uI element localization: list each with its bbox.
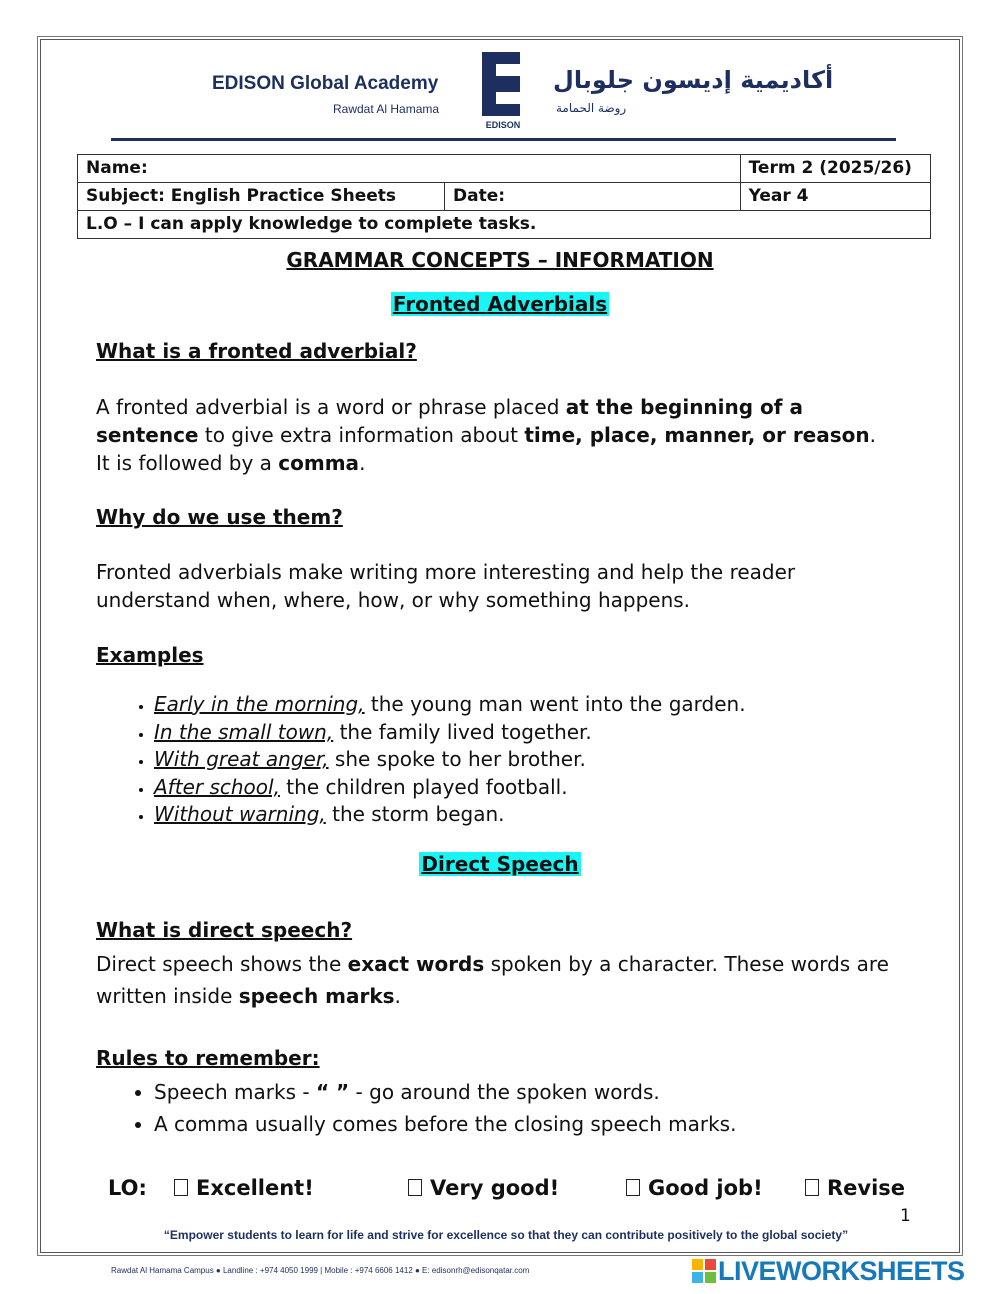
list-item: • With great anger, she spoke to her brother. [154,746,746,774]
info-table [77,154,931,239]
lo-label: LO: [108,1176,147,1200]
rules-list [96,1076,736,1140]
section-title-fronted [0,292,1000,316]
checkbox-icon[interactable] [805,1179,819,1196]
campus-name-en: Rawdat Al Hamama [333,102,440,116]
heading-why-use: Why do we use them? [96,505,343,529]
heading-rules: Rules to remember: [96,1046,320,1070]
liveworksheets-brand[interactable]: LIVEWORKSHEETS [718,1256,965,1286]
paragraph-why-use: Fronted adverbials make writing more interesting and help the reader understand when, where, how, or why something happens. [96,560,796,612]
subject-cell: Subject: English Practice Sheets [78,183,445,211]
heading-what-is-fronted: What is a fronted adverbial? [96,339,417,363]
paragraph-fronted-definition: A fronted adverbial is a word or phrase placed at the beginning of a sentence to give extra information about time, place, manner, or reason. It is followed by a comma. [96,395,876,475]
list-item: • In the small town, the family lived together. [154,719,746,747]
checkbox-icon[interactable] [174,1179,188,1196]
school-motto: “Empower students to learn for life and strive for excellence so that they can contribute positively to the global society” [163,1228,849,1242]
liveworksheets-logo-icon [692,1259,716,1283]
page-title: GRAMMAR CONCEPTS – INFORMATION [286,248,714,272]
section-title-direct-label: Direct Speech [421,852,579,876]
checkbox-icon[interactable] [408,1179,422,1196]
lo-option-very-good[interactable]: Very good! [408,1176,559,1200]
logo-wordmark: EDISON [485,120,521,130]
school-name-ar: أكاديمية إديسون جلوبال [553,66,834,94]
date-cell[interactable]: Date: [445,183,741,211]
paragraph-direct-definition: Direct speech shows the exact words spoken by a character. These words are written inside speech marks. [96,952,889,1008]
list-item: • Early in the morning, the young man went into the garden. [154,691,746,719]
examples-list [96,691,746,829]
lo-option-good-job[interactable]: Good job! [626,1176,763,1200]
list-item: • Without warning, the storm began. [154,801,746,829]
year-cell: Year 4 [740,183,930,211]
learning-objective-cell: L.O – I can apply knowledge to complete tasks. [78,211,931,239]
name-cell[interactable]: Name: [78,155,741,183]
campus-name-ar: روضة الحمامة [556,101,627,115]
list-item: • Speech marks - “ ” - go around the spoken words. [154,1076,736,1108]
term-cell: Term 2 (2025/26) [740,155,930,183]
header-divider [111,138,896,141]
list-item: • A comma usually comes before the closing speech marks. [154,1108,736,1140]
checkbox-icon[interactable] [626,1179,640,1196]
school-name-en: EDISON Global Academy [212,73,439,94]
list-item: • After school, the children played football. [154,774,746,802]
heading-what-is-direct: What is direct speech? [96,918,353,942]
heading-examples: Examples [96,643,204,667]
footer-contact: Rawdat Al Hamama Campus ● Landline : +974 4050 1999 | Mobile : +974 6606 1412 ● E: edisonrh@edisonqatar.com [111,1266,530,1275]
lo-option-excellent[interactable]: Excellent! [174,1176,314,1200]
page-number: 1 [900,1206,911,1226]
lo-option-revise[interactable]: Revise [805,1176,905,1200]
section-title-fronted-label: Fronted Adverbials [392,292,608,316]
section-title-direct [0,852,1000,876]
